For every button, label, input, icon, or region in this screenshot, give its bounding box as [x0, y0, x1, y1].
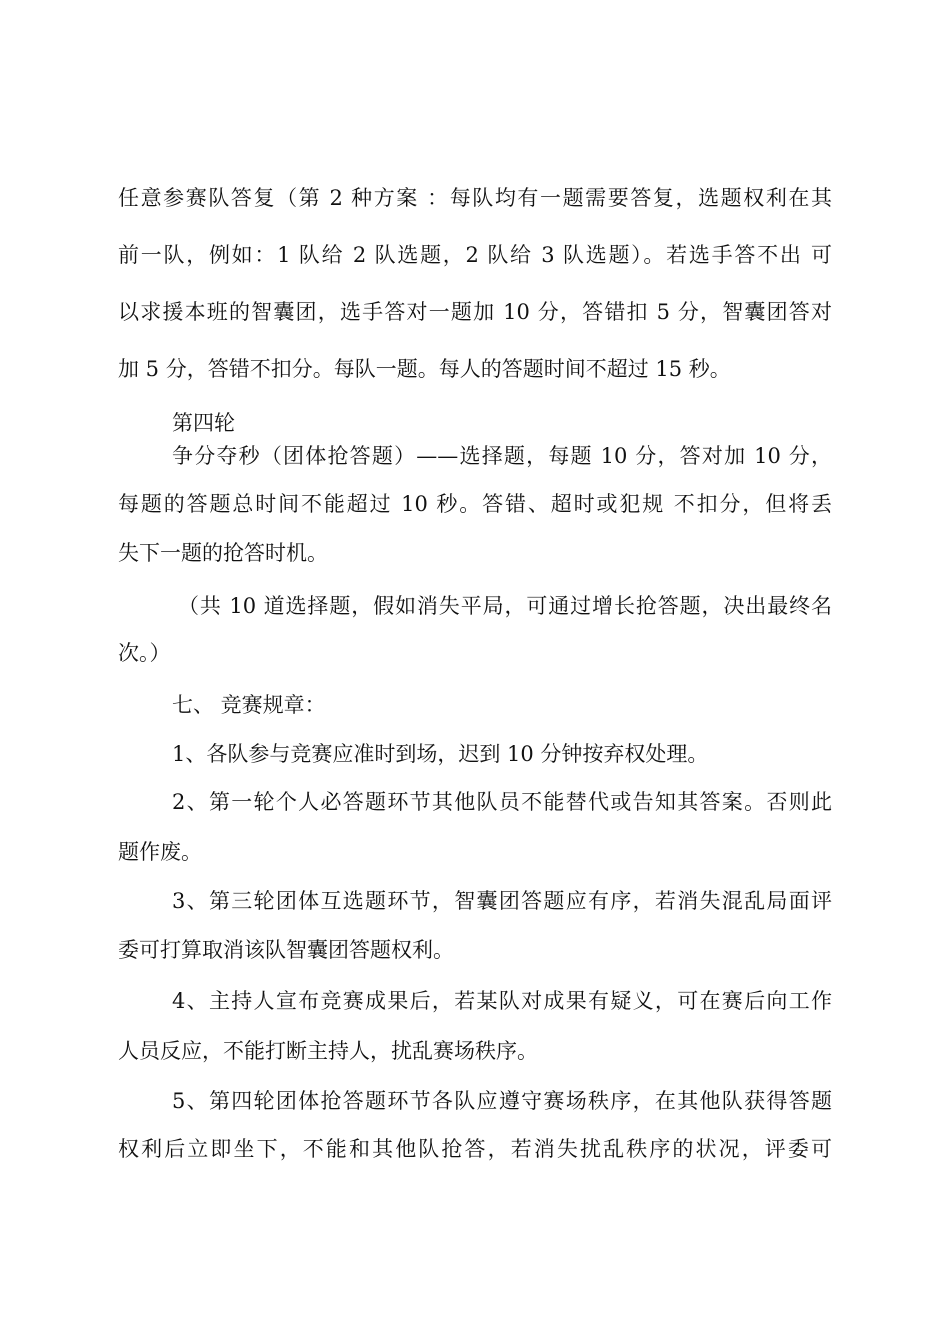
text-line: 争分夺秒（团体抢答题）——选择题，每题 10 分，答对加 10 分，: [172, 444, 832, 468]
list-item: 2、第一轮个人必答题环节其他队员不能替代或告知其答案。否则此: [172, 790, 832, 814]
text-line: 题作废。: [118, 840, 202, 864]
list-item: 3、第三轮团体互选题环节，智囊团答题应有序，若消失混乱局面评: [172, 889, 832, 913]
list-item: 5、第四轮团体抢答题环节各队应遵守赛场秩序，在其他队获得答题: [172, 1089, 832, 1113]
text-line: （共 10 道选择题，假如消失平局，可通过增长抢答题，决出最终名: [178, 594, 832, 618]
list-item: 1、各队参与竞赛应准时到场，迟到 10 分钟按弃权处理。: [172, 742, 709, 766]
text-line: 委可打算取消该队智囊团答题权利。: [118, 938, 454, 962]
section-heading: 七、 竞赛规章：: [172, 693, 326, 717]
text-line: 加 5 分，答错不扣分。每队一题。每人的答题时间不超过 15 秒。: [118, 357, 731, 381]
section-heading: 第四轮: [172, 411, 235, 435]
text-line: 权利后立即坐下，不能和其他队抢答，若消失扰乱秩序的状况，评委可: [118, 1137, 832, 1161]
text-line: 次。）: [118, 641, 171, 665]
text-line: 失下一题的抢答时机。: [118, 541, 328, 565]
text-line: 以求援本班的智囊团，选手答对一题加 10 分，答错扣 5 分，智囊团答对: [118, 300, 832, 324]
text-line: 任意参赛队答复（第 2 种方案 ：每队均有一题需要答复，选题权利在其: [118, 186, 832, 210]
list-item: 4、主持人宣布竞赛成果后，若某队对成果有疑义，可在赛后向工作: [172, 989, 832, 1013]
text-line: 前一队，例如：1 队给 2 队选题，2 队给 3 队选题）。若选手答不出 可: [118, 243, 832, 267]
text-line: 人员反应，不能打断主持人，扰乱赛场秩序。: [118, 1039, 538, 1063]
text-line: 每题的答题总时间不能超过 10 秒。答错、超时或犯规 不扣分，但将丢: [118, 492, 832, 516]
